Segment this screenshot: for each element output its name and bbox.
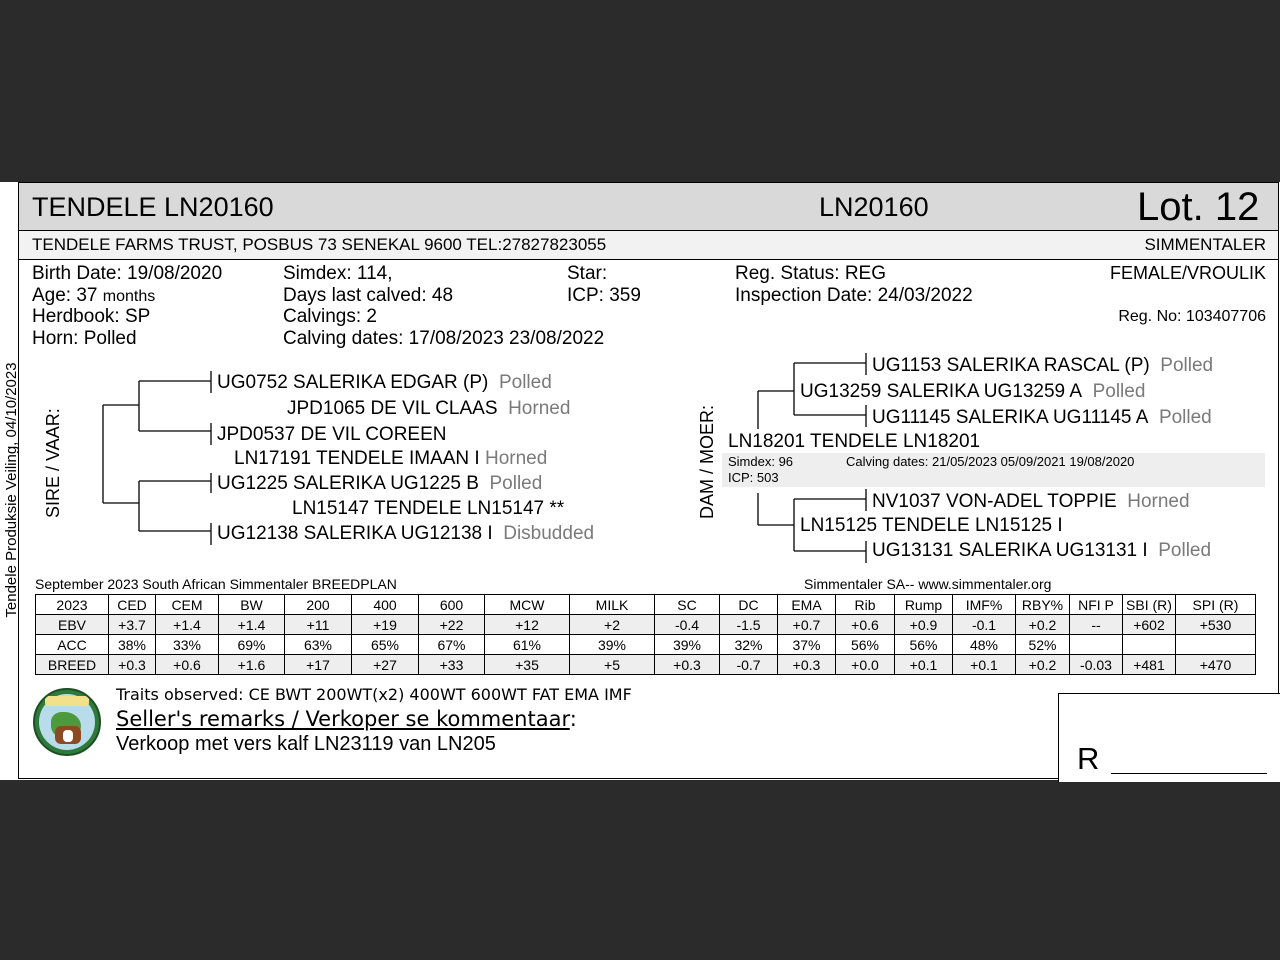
breed-row [36, 655, 1256, 675]
calving-dates: Calving dates: 17/08/2023 23/08/2022 [283, 328, 605, 349]
dam-sire-name: UG13259 SALERIKA UG13259 A [800, 381, 1083, 402]
side-caption: Tendele Produksie Veiling, 04/10/2023 [3, 362, 20, 618]
breedplan-cell: SBI (R) [1123, 595, 1176, 615]
dam-calving-dates: Calving dates: 21/05/2023 05/09/2021 19/08/2020 [846, 454, 1135, 469]
breedplan-cell: Rib [836, 595, 895, 615]
breedplan-cell [1070, 635, 1123, 655]
breedplan-cell [1123, 635, 1176, 655]
dam-dam-sire-name: NV1037 VON-ADEL TOPPIE [872, 491, 1117, 512]
sire-dam-dam [217, 523, 594, 545]
breedplan-cell: 56% [836, 635, 895, 655]
animal-id: LN20160 [819, 192, 929, 222]
sire-dam-dam-horn: Disbudded [503, 523, 595, 544]
dam-simdex: Simdex: 96 [728, 454, 794, 469]
breedplan-cell: +1.4 [156, 615, 219, 635]
dam-sire-sire-horn: Polled [1160, 355, 1214, 376]
remarks-heading [116, 707, 577, 731]
breedplan-cell: RBY% [1016, 595, 1070, 615]
breedplan-cell: -1.5 [720, 615, 778, 635]
breedplan-cell: +0.1 [895, 655, 953, 675]
breedplan-cell: 69% [219, 635, 285, 655]
reg-status: Reg. Status: REG [735, 263, 887, 284]
breedplan-cell: 63% [285, 635, 352, 655]
breedplan-cell: +470 [1176, 655, 1256, 675]
breedplan-source: Simmentaler SA-- www.simmentaler.org [804, 576, 1052, 592]
breedplan-cell: +0.2 [1016, 615, 1070, 635]
lot-page [0, 182, 1280, 780]
breedplan-cell: +0.3 [778, 655, 836, 675]
breedplan-cell: CEM [156, 595, 219, 615]
sire-horn: Horned [484, 448, 548, 469]
dam-sire [800, 381, 1145, 403]
dam-sire-sire [872, 355, 1213, 377]
breedplan-header-row [36, 595, 1256, 615]
breedplan-cell: 39% [655, 635, 720, 655]
breedplan-cell: +0.2 [1016, 655, 1070, 675]
acc-row [36, 635, 1256, 655]
breedplan-cell: +0.6 [156, 655, 219, 675]
breedplan-cell: SC [655, 595, 720, 615]
breedplan-cell: EMA [778, 595, 836, 615]
breedplan-cell: CED [109, 595, 156, 615]
breedplan-cell: 67% [419, 635, 485, 655]
herdbook: Herdbook: SP [32, 306, 151, 327]
dam-dam-sire-horn: Horned [1127, 491, 1190, 512]
breedplan-cell: +602 [1123, 615, 1176, 635]
sire-sire-sire-horn: Horned [508, 398, 571, 419]
sire-sire [217, 372, 552, 394]
remarks-text: Verkoop met vers kalf LN23119 van LN205 [116, 733, 496, 755]
calvings: Calvings: 2 [283, 306, 377, 327]
remarks-label: Seller's remarks / Verkoper se kommentaar [116, 707, 570, 731]
breedplan-cell: +0.1 [953, 655, 1016, 675]
inspection-date: Inspection Date: 24/03/2022 [735, 285, 973, 306]
breedplan-cell: +481 [1123, 655, 1176, 675]
sex: FEMALE/VROULIK [1109, 263, 1266, 283]
breedplan-cell: 33% [156, 635, 219, 655]
sire-sire-sire-name: JPD1065 DE VIL CLAAS [287, 398, 498, 419]
breedplan-cell: +33 [419, 655, 485, 675]
breedplan-cell: 61% [485, 635, 570, 655]
breedplan-cell: +3.7 [109, 615, 156, 635]
sire-dam [217, 473, 542, 495]
breedplan-cell: +19 [352, 615, 419, 635]
dam-dam-dam [872, 540, 1211, 562]
breedplan-cell: 48% [953, 635, 1016, 655]
breedplan-cell: -0.03 [1070, 655, 1123, 675]
icp: ICP: 359 [567, 285, 641, 306]
breedplan-cell: +1.6 [219, 655, 285, 675]
dam-sire-dam-name: UG11145 SALERIKA UG11145 A [872, 407, 1149, 428]
breedplan-cell: +0.3 [655, 655, 720, 675]
breedplan-cell: 65% [352, 635, 419, 655]
sire-sire-name: UG0752 SALERIKA EDGAR (P) [217, 372, 489, 393]
ebv-row [36, 615, 1256, 635]
breedplan-cell: 38% [109, 635, 156, 655]
breedplan-cell: Rump [895, 595, 953, 615]
sire-dam-horn: Polled [489, 473, 543, 494]
breedplan-cell: EBV [36, 615, 109, 635]
dam-icp: ICP: 503 [728, 470, 779, 485]
breedplan-cell: +11 [285, 615, 352, 635]
star: Star: [567, 263, 608, 284]
breed-name: SIMMENTALER [1144, 235, 1266, 254]
breedplan-cell: IMF% [953, 595, 1016, 615]
dam-dam-dam-horn: Polled [1158, 540, 1212, 561]
breedplan-cell: +0.3 [109, 655, 156, 675]
breedplan-cell: NFI P [1070, 595, 1123, 615]
breedplan-cell: 37% [778, 635, 836, 655]
horn-status: Horn: Polled [32, 328, 137, 349]
birth-date: Birth Date: 19/08/2020 [32, 263, 223, 284]
breedplan-cell: +0.6 [836, 615, 895, 635]
breedplan-cell: BREED [36, 655, 109, 675]
breedplan-cell: MCW [485, 595, 570, 615]
dam-dam-dam-name: UG13131 SALERIKA UG13131 I [872, 540, 1148, 561]
sire-name: LN17191 TENDELE IMAAN I [234, 448, 480, 469]
dam-name: LN18201 TENDELE LN18201 [728, 431, 981, 452]
sire [234, 448, 547, 470]
dam-info-box [722, 453, 1265, 487]
breedplan-cell: +2 [570, 615, 655, 635]
age-unit: months [102, 288, 156, 305]
breedplan-cell: -0.7 [720, 655, 778, 675]
breedplan-cell: +530 [1176, 615, 1256, 635]
owner-address: TENDELE FARMS TRUST, POSBUS 73 SENEKAL 9600 TEL:27827823055 [32, 235, 607, 254]
sire-label: SIRE / VAAR: [43, 408, 63, 518]
breedplan-cell: +1.4 [219, 615, 285, 635]
breedplan-table [35, 594, 1256, 675]
breedplan-cell: ACC [36, 635, 109, 655]
breedplan-cell: 200 [285, 595, 352, 615]
dam-dam: LN15125 TENDELE LN15125 I [800, 515, 1063, 536]
traits-observed: Traits observed: CE BWT 200WT(x2) 400WT 600WT FAT EMA IMF [116, 685, 632, 704]
remarks-colon: : [569, 707, 577, 731]
sire-sire-horn: Polled [498, 372, 552, 393]
simdex: Simdex: 114, [283, 263, 393, 284]
breedplan-cell: +17 [285, 655, 352, 675]
breedplan-cell: +0.0 [836, 655, 895, 675]
r-label: R [1077, 741, 1100, 776]
dam-sire-horn: Polled [1092, 381, 1146, 402]
breedplan-cell: SPI (R) [1176, 595, 1256, 615]
sire-sire-dam: JPD0537 DE VIL COREEN [217, 424, 447, 445]
breedplan-cell: BW [219, 595, 285, 615]
simmentaler-logo [33, 688, 101, 756]
sire-dam-name: UG1225 SALERIKA UG1225 B [217, 473, 479, 494]
sire-dam-sire: LN15147 TENDELE LN15147 ** [292, 498, 565, 519]
breedplan-cell: MILK [570, 595, 655, 615]
breedplan-cell: +35 [485, 655, 570, 675]
buyer-box [1058, 693, 1280, 782]
breedplan-cell: +12 [485, 615, 570, 635]
breedplan-cell: +0.9 [895, 615, 953, 635]
animal-name: TENDELE LN20160 [32, 192, 274, 222]
breedplan-cell: DC [720, 595, 778, 615]
breedplan-cell: +22 [419, 615, 485, 635]
breedplan-cell [1176, 635, 1256, 655]
breedplan-cell: 32% [720, 635, 778, 655]
dam-sire-sire-name: UG1153 SALERIKA RASCAL (P) [872, 355, 1150, 376]
breedplan-cell: +0.7 [778, 615, 836, 635]
breedplan-cell: 52% [1016, 635, 1070, 655]
breedplan-cell: +5 [570, 655, 655, 675]
buyer-line [1111, 773, 1267, 774]
days-last-calved: Days last calved: 48 [283, 285, 454, 306]
dam-sire-dam [872, 407, 1212, 429]
breedplan-cell: -0.4 [655, 615, 720, 635]
sire-sire-sire [287, 398, 570, 420]
age-value: Age: 37 [32, 285, 98, 306]
dam-dam-sire [872, 491, 1190, 513]
breedplan-title: September 2023 South African Simmentaler BREEDPLAN [35, 576, 397, 592]
breedplan-cell: -0.1 [953, 615, 1016, 635]
sire-dam-dam-name: UG12138 SALERIKA UG12138 I [217, 523, 493, 544]
breedplan-cell: 400 [352, 595, 419, 615]
breedplan-cell: -- [1070, 615, 1123, 635]
dam-sire-dam-horn: Polled [1158, 407, 1212, 428]
dam-label: DAM / MOER: [697, 404, 717, 519]
reg-number: Reg. No: 103407706 [1118, 308, 1266, 325]
breedplan-cell: 56% [895, 635, 953, 655]
breedplan-cell: 2023 [36, 595, 109, 615]
lot-card [18, 182, 1279, 779]
lot-number: Lot. 12 [1137, 185, 1260, 229]
breedplan-cell: 600 [419, 595, 485, 615]
breedplan-cell: +27 [352, 655, 419, 675]
breedplan-cell: 39% [570, 635, 655, 655]
